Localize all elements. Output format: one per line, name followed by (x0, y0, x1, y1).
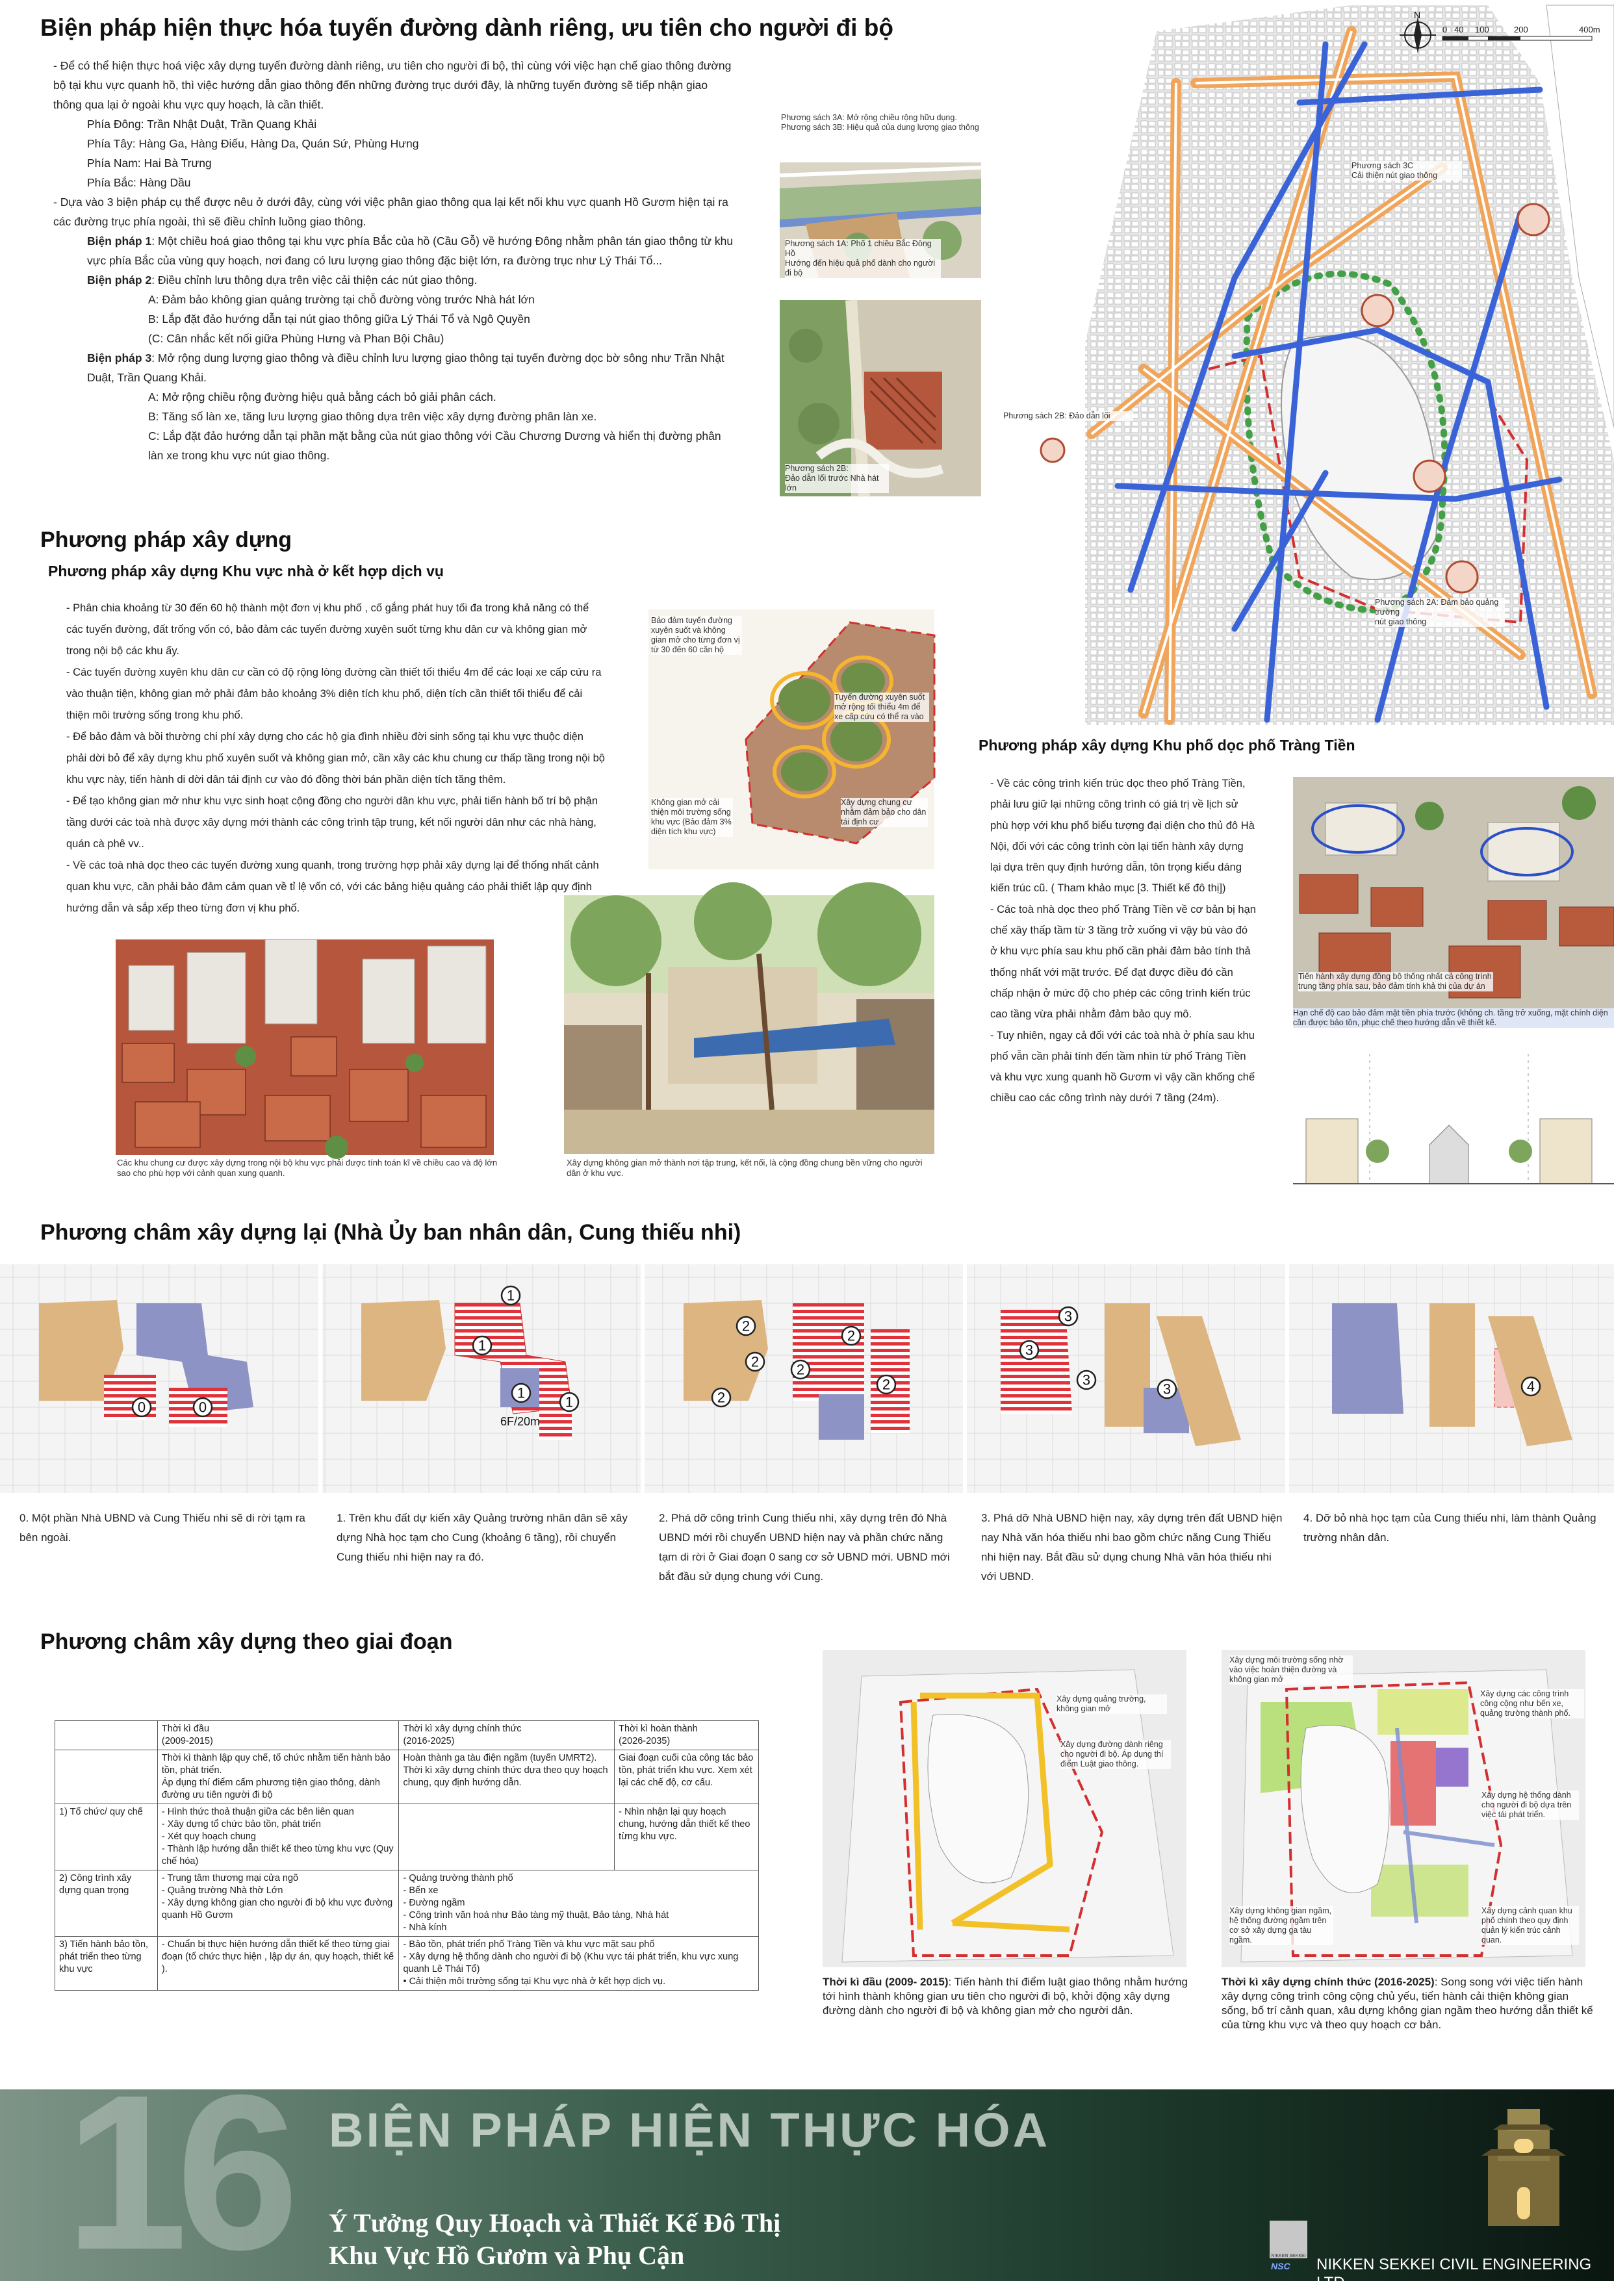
s3-p3: - Tuy nhiên, ngay cả đối với các toà nhà ở phía sau khu phố vẫn cần phải tính đến tầm nhìn từ phố Tràng Tiền và khu vực xung quanh hồ Gươm vì vậy cần khống chế chiều cao các công trình này dưới 7 tầng (24m). (990, 1029, 1255, 1104)
phase-r3c2: - Bảo tồn, phát triển phố Tràng Tiền và khu vực mặt sau phố - Xây dựng hệ thống dành cho người đi bộ (Khu vực tái phát triển, khu vực xung quanh Lê Thái Tổ) • Cải thiện môi trường sống tại Khu vực nhà ở kết hợp dịch vụ. (399, 1937, 759, 1991)
phase2-label-4: Xây dựng không gian ngầm, hệ thống đường ngầm trên cơ sở xây dựng ga tàu ngầm. (1229, 1906, 1333, 1945)
plaza-image-caption: Xây dựng không gian mở thành nơi tập trung, kết nối, là cộng đồng chung bền vững cho người dân ở khu vực. (567, 1158, 923, 1178)
scale-0: 0 (1442, 25, 1448, 34)
phase2-caption-label: Thời kì xây dựng chính thức (2016-2025) (1222, 1976, 1435, 1988)
page-number: 16 (65, 2049, 288, 2296)
phase-table (55, 1720, 759, 1991)
step1-num-a: 1 (506, 1287, 515, 1304)
s1-dir-east: Phía Đông: Trần Nhật Duật, Trần Quang Khải (87, 118, 317, 131)
section3-subtitle: Phương pháp xây dựng Khu phố dọc phố Tràng Tiền (979, 737, 1355, 754)
s1-m2b: B: Lắp đặt đảo hướng dẫn tại nút giao thông giữa Lý Thái Tổ và Ngô Quyền (148, 313, 530, 325)
step3-num-c: 3 (1082, 1371, 1091, 1388)
s1-intro: - Để có thể hiện thực hoá việc xây dựng tuyến đường dành riêng, ưu tiên cho người đi bộ, thì cùng với việc hạn chế giao thông đường bộ tại khu vực quanh hồ, thì việc hướng dẫn giao thông đến những đường trục dưới đây, là những tuyến đường sẽ tiếp nhận giao thông qua lại ở ngoài khu vực quy hoạch, là cần thiết. (53, 59, 732, 111)
s1-m2-label: Biện pháp 2 (87, 274, 152, 287)
phase-head-1: Thời kì đầu (2009-2015) (157, 1721, 399, 1750)
rooftop-render-image (116, 939, 494, 1155)
section3-body (990, 773, 1257, 1109)
measure2-image-label: Phương sách 2B: Đảo dẫn lối trước Nhà hát lớn (785, 464, 889, 493)
section2-body (66, 598, 606, 919)
phase2-caption (1222, 1975, 1596, 2032)
footer-banner (0, 2049, 1614, 2296)
step2-num-d: 2 (796, 1361, 805, 1378)
phase-r2c1: - Trung tâm thương mại cửa ngõ - Quảng trường Nhà thờ Lớn - Xây dựng không gian cho người đi bộ khu vực đường quanh Hồ Gươm (157, 1870, 399, 1937)
phase1-label-1: Xây dựng quảng trường, không gian mở (1057, 1694, 1167, 1714)
trang-tien-label-1: Tiến hành xây dựng đồng bộ thống nhất cả công trình trung tầng phía sau, bảo đảm tính khả thi của dự án (1298, 972, 1493, 991)
step0-num-a: 0 (137, 1399, 146, 1416)
phase-r1c0: 1) Tổ chức/ quy chế (55, 1804, 158, 1870)
phase-r0c2: Hoàn thành ga tàu điện ngầm (tuyến UMRT2). Thời kì xây dựng chính thức dựa theo quy hoạch chung, quy định hướng dẫn. (399, 1750, 615, 1804)
logo-text: NIKKEN SEKKEI (1271, 2254, 1306, 2258)
phase-r1c1: - Hình thức thoả thuận giữa các bên liên quan - Xây dựng tổ chức bảo tồn, phát triển - Xét quy hoạch chung - Thành lập hướng dẫn thiết kế theo từng khu vực (Quy chế hóa) (157, 1804, 399, 1870)
step0-num-b: 0 (198, 1399, 207, 1416)
phase-r1c3: - Nhìn nhận lại quy hoạch chung, hướng dẫn thiết kế theo từng khu vực. (615, 1804, 759, 1870)
measure2-aerial-image (780, 300, 981, 496)
scale-400: 400m (1579, 25, 1600, 34)
phase1-caption (823, 1975, 1190, 2018)
trang-tien-label-2: Hạn chế độ cao bảo đảm mặt tiền phía trước (không ch. tầng trở xuống, mặt chính diện cần được bảo tồn, phục chế theo hướng dẫn về thiết kế. (1293, 1008, 1614, 1028)
rooftop-image-caption: Các khu chung cư được xây dựng trong nội bộ khu vực phải được tính toán kĩ về chiều cao và độ lớn sao cho phù hợp với cảnh quan xung quanh. (117, 1158, 498, 1178)
step1-num-d: 1 (565, 1394, 574, 1410)
phase1-caption-label: Thời kì đầu (2009- 2015) (823, 1976, 949, 1988)
phase-r0c3: Giai đoạn cuối của công tác bảo tồn, phát triển khu vực. Xem xét lại các chế độ, cơ cấu. (615, 1750, 759, 1804)
phase1-caption-text: : Tiến hành thí điểm luật giao thông nhằm hướng tới hình thành không gian ưu tiên cho người đi bộ, khởi động xây dựng đường dành cho người đi bộ và không gian mở cho người dân. (823, 1976, 1188, 2017)
rebuild-step-4: 4. Dỡ bỏ nhà học tạm của Cung thiếu nhi, làm thành Quảng trường nhân dân. (1303, 1512, 1596, 1544)
s1-measure2 (53, 270, 736, 290)
s2-p2: - Các tuyến đường xuyên khu dân cư cần có độ rộng lòng đường cần thiết tối thiểu 4m để các loại xe cấp cứu ra vào thuận tiện, không gian mở phải đảm bảo khoảng 3% diện tích khu phố, diện tích cần thiết tối thiểu để cải thiện môi trường sống trong khu phố. (66, 667, 602, 721)
s2-p3: - Để bảo đảm và bồi thường chi phí xây dựng cho các hộ gia đình nhiều đời sinh sống tại khu vực thuộc diện phải dời bỏ để xây dựng khu phố xuyên suốt và không gian mở, cần xây các khu chung cư thấp tầng trong nội bộ khu vực này, tiến hành di dời dân tái định cư vào đó đồng thời bán phần diện tích tăng thêm. (66, 731, 605, 785)
s1-dir-north: Phía Bắc: Hàng Dầu (87, 176, 191, 189)
step2-num-b: 2 (847, 1327, 856, 1344)
phase-r1c2 (399, 1804, 615, 1870)
footer-subtitle-1: Ý Tưởng Quy Hoạch và Thiết Kế Đô Thị (329, 2208, 781, 2238)
s1-m1-text: : Một chiều hoá giao thông tại khu vực phía Bắc của hồ (Cầu Gỗ) về hướng Đông nhằm phân tán giao thông từ khu vực phía Bắc của vùng quy hoạch, nơi đang có lưu lượng giao thông đặc biệt lớn, ra đường trục như Lý Thái Tổ... (87, 235, 734, 267)
phase-r3c1: - Chuẩn bị thực hiện hướng dẫn thiết kế theo từng giai đoạn (tổ chức thực hiện , lập dự án, quy hoạch, thiết kế ). (157, 1937, 399, 1991)
s1-m3-label: Biện pháp 3 (87, 351, 152, 364)
step3-num-b: 3 (1025, 1342, 1034, 1358)
s3-p2: - Các toà nhà dọc theo phố Tràng Tiền về cơ bản bị hạn chế xây thấp tầm từ 3 tầng trở xuống vì vậy bù vào đó ở khu vực phía sau khu phố cần phải đảm bảo tính thả thống nhất với mặt trước. Để đạt được điều đó cần chấp nhận ở mức độ cho phép các công trình kiến trúc cao tầng vừa phải nhằm đảm bảo quy mô. (990, 903, 1256, 1021)
rebuild-step-3: 3. Phá dỡ Nhà UBND hiện nay, xây dựng trên đất UBND hiện nay Nhà văn hóa thiếu nhi bao gồm chức năng Cung Thiếu nhi hiện nay. Bắt đầu sử dụng chung Nhà văn hóa thiếu nhi với UBND. (981, 1512, 1283, 1583)
rebuild-step-1: 1. Trên khu đất dự kiến xây Quảng trường nhân dân sẽ xây dựng Nhà học tạm cho Cung (khoảng 6 tầng), rồi chuyển Cung thiếu nhi hiện nay ra đó. (337, 1512, 628, 1563)
phase2-label-3: Xây dựng hệ thống dành cho người đi bộ dựa trên việc tái phát triển. (1481, 1791, 1579, 1820)
scale-200: 200 (1514, 25, 1528, 34)
phase2-label-5: Xây dựng cảnh quan khu phố chính theo quy định quản lý kiến trúc cảnh quan. (1481, 1906, 1579, 1945)
phase-head-3: Thời kì hoàn thành (2026-2035) (615, 1721, 759, 1750)
section2-title: Phương pháp xây dựng (40, 528, 292, 552)
map-label-2b: Phương sách 2B: Đảo dẫn lối (1003, 411, 1133, 421)
phase-table-corner (55, 1721, 158, 1750)
phase-row0-label (55, 1750, 158, 1804)
rebuild-step-0: 0. Một phần Nhà UBND và Cung Thiếu nhi sẽ di rời tạm ra bên ngoài. (19, 1512, 305, 1544)
phase2-label-2: Xây dựng các công trình công cộng như bến xe, quảng trường thành phố. (1480, 1689, 1584, 1718)
measure1-aerial-image (780, 162, 981, 278)
s1-m3b: B: Tăng số làn xe, tăng lưu lượng giao thông dựa trên việc xây dựng đường phân làn xe. (148, 410, 597, 423)
rebuild-steps-strip (0, 1264, 1614, 1493)
north-arrow-label: N (1414, 10, 1421, 20)
map-label-3c: Phương sách 3C Cải thiện nút giao thông (1351, 161, 1462, 181)
map-label-3ab: Phương sách 3A: Mở rộng chiều rộng hữu dụng. Phương sách 3B: Hiệu quả của dung lượng giao thông (781, 113, 979, 132)
s1-m2a: A: Đảm bảo không gian quảng trường tại chỗ đường vòng trước Nhà hát lớn (148, 293, 535, 306)
s1-dir-south: Phía Nam: Hai Bà Trưng (87, 157, 212, 170)
step2-num-a: 2 (741, 1318, 750, 1334)
s1-dir-west: Phía Tây: Hàng Ga, Hàng Điếu, Hàng Da, Quán Sứ, Phùng Hưng (87, 137, 419, 150)
phase-r0c1: Thời kì thành lập quy chế, tổ chức nhằm tiến hành bảo tồn, phát triển. Áp dụng thí điểm cấm phương tiện giao thông, dành đường ưu tiên người đi bộ (157, 1750, 399, 1804)
phase-head-2: Thời kì xây dựng chính thức (2016-2025) (399, 1721, 615, 1750)
s1-measure3 (53, 348, 736, 387)
footer-title: BIỆN PHÁP HIỆN THỰC HÓA (329, 2103, 1051, 2157)
step4-num: 4 (1526, 1378, 1535, 1395)
phase-r3c0: 3) Tiến hành bảo tồn, phát triển theo từng khu vực (55, 1937, 158, 1991)
block-label-3: Không gian mở cải thiện môi trường sống khu vực (Bảo đảm 3% diện tích khu vực) (651, 798, 733, 837)
section1-body (53, 56, 736, 465)
map-label-2a: Phương sách 2A: Đảm bảo quảng trường nút giao thông (1375, 598, 1505, 627)
rebuild-step-2: 2. Phá dỡ công trình Cung thiếu nhi, xây dựng trên đó Nhà UBND mới rồi chuyển UBND hiện nay và phần chức năng tạm di rời ở Giai đoạn 0 sang cơ sở UBND mới. UBND mới bắt đầu sử dụng chung với Cung. (659, 1512, 950, 1583)
s1-m2-text: : Điều chỉnh lưu thông dựa trên việc cải thiện các nút giao thông. (151, 274, 478, 287)
section4-title: Phương châm xây dựng lại (Nhà Ủy ban nhân dân, Cung thiếu nhi) (40, 1220, 741, 1245)
s1-m2c: (C: Cân nhắc kết nối giữa Phùng Hưng và Phan Bội Châu) (148, 332, 444, 345)
scale-40: 40 (1454, 25, 1464, 34)
block-diagram (648, 609, 934, 869)
step3-num-d: 3 (1162, 1381, 1172, 1397)
block-label-4: Xây dựng chung cư nhằm đảm bảo cho dân tái định cư (841, 798, 928, 827)
block-label-2: Tuyến đường xuyên suốt mở rộng tối thiểu 4m để xe cấp cứu có thể ra vào (834, 693, 929, 722)
plaza-render-image (564, 895, 934, 1154)
s1-m1-label: Biện pháp 1 (87, 235, 152, 248)
company-name: NIKKEN SEKKEI CIVIL ENGINEERING LTD. (1316, 2256, 1592, 2291)
phase2-caption-text: : Song song với việc tiến hành xây dựng công trình công cộng chủ yếu, tiến hành cải thiện không gian sống, bố trí cảnh quan, xâu dựng không gian ngầm theo hướng dẫn thiết kế của từng khu vực và theo quy hoạch cơ bản. (1222, 1976, 1593, 2031)
phase1-map (823, 1650, 1186, 1967)
phase2-label-1: Xây dựng môi trường sống nhờ vào việc hoàn thiện đường và không gian mở (1229, 1655, 1353, 1685)
step1-num-b: 1 (478, 1337, 487, 1354)
phase-r2c2: - Quảng trường thành phố - Bến xe - Đường ngầm - Công trình văn hoá như Bảo tàng mỹ thuật, Bảo tàng, Nhà hát - Nhà kính (399, 1870, 759, 1937)
phase-r2c0: 2) Công trình xây dựng quan trọng (55, 1870, 158, 1937)
phase2-map (1222, 1650, 1585, 1967)
section2-subtitle: Phương pháp xây dựng Khu vực nhà ở kết hợp dịch vụ (48, 563, 444, 580)
phase1-label-2: Xây dựng đường dành riêng cho người đi bộ. Áp dụng thí điểm Luật giao thông. (1060, 1740, 1171, 1769)
scale-100: 100 (1475, 25, 1489, 34)
s1-m3-text: : Mở rộng dung lượng giao thông và điều chỉnh lưu lượng giao thông tại tuyến đường dọc bờ sông như Trần Nhật Duật, Trần Quang Khải. (87, 351, 724, 384)
block-label-1: Bảo đảm tuyến đường xuyên suốt và không gian mở cho từng đơn vị từ 30 đến 60 căn hộ (651, 616, 742, 655)
step2-num-f: 2 (882, 1376, 891, 1393)
measure1-image-label: Phương sách 1A: Phố 1 chiều Bắc Đông Hồ Hướng đến hiệu quả phố dành cho người đi bộ (785, 239, 941, 278)
s1-measure1 (53, 231, 736, 270)
nikken-logo (1270, 2221, 1307, 2258)
s3-p1: - Về các công trình kiến trúc dọc theo phố Tràng Tiền, phải lưu giữ lại những công trình có giá trị về lịch sử phù hợp với khu phố biểu tượng đại diện cho thủ đô Hà Nội, đối với các công trình còn lại tiến hành xây dựng lại dựa trên quy định hướng dẫn, tôn trọng kiểu dáng kiến trúc cũ. ( Tham khảo mục [3. Thiết kế đô thị]) (990, 778, 1255, 895)
nsc-logo: NSC (1271, 2261, 1290, 2271)
turtle-tower-image (1462, 2102, 1585, 2232)
s1-m3a: A: Mở rộng chiều rộng đường hiệu quả bằng cách bỏ giải phân cách. (148, 390, 496, 403)
s2-p1: - Phân chia khoảng từ 30 đến 60 hộ thành một đơn vị khu phố , cố gắng phát huy tối đa trong khả năng có thể các tuyến đường, đất trống vốn có, bảo đảm các tuyến đường xuyên suốt từng khu dân cư và không gian mở trong nội bộ các khu ấy. (66, 602, 589, 657)
trang-tien-section-diagram (1293, 1008, 1614, 1198)
step2-num-e: 2 (717, 1389, 726, 1406)
section5-title: Phương châm xây dựng theo giai đoạn (40, 1629, 453, 1654)
step1-num-c: 1 (517, 1384, 526, 1401)
s2-p4: - Để tạo không gian mở như khu vực sinh hoạt cộng đồng cho người dân khu vực, phải tiến hành bố trí bộ phận tầng dưới các toà nhà được xây dựng mới thành các công trình tập trung, kết nối người dân như các nhà hàng, quán cà phê vv.. (66, 795, 598, 850)
s1-p2: - Dựa vào 3 biện pháp cụ thể được nêu ở dưới đây, cùng với việc phân giao thông qua lại kết nối khu vực quanh Hồ Gươm hiện tại ra các đường trục phía ngoài, thì sẽ điều chỉnh luồng giao thông. (53, 196, 728, 228)
step1-height-note: 6F/20m (500, 1415, 541, 1428)
trang-tien-aerial-image (1293, 777, 1614, 1008)
footer-subtitle-2: Khu Vực Hồ Gươm và Phụ Cận (329, 2241, 685, 2270)
step2-num-c: 2 (750, 1353, 760, 1370)
section1-title: Biện pháp hiện thực hóa tuyến đường dành riêng, ưu tiên cho người đi bộ (40, 14, 893, 41)
step3-num-a: 3 (1064, 1308, 1073, 1325)
s1-m3c: C: Lắp đặt đảo hướng dẫn tại phần mặt bằng của nút giao thông với Cầu Chương Dương và hiển thị đường phân làn xe trong khu vực nút giao thông. (148, 429, 721, 462)
s2-p5: - Về các toà nhà dọc theo các tuyến đường xung quanh, trong trường hợp phải xây dựng lại để thống nhất cảnh quan khu vực, cần phải bảo đảm cảm quan về tỉ lệ vốn có, với các bảng hiệu quảng cáo phải thiết lập quy định hướng dẫn và sắp xếp theo từng đơn vị khu phố. (66, 860, 599, 914)
